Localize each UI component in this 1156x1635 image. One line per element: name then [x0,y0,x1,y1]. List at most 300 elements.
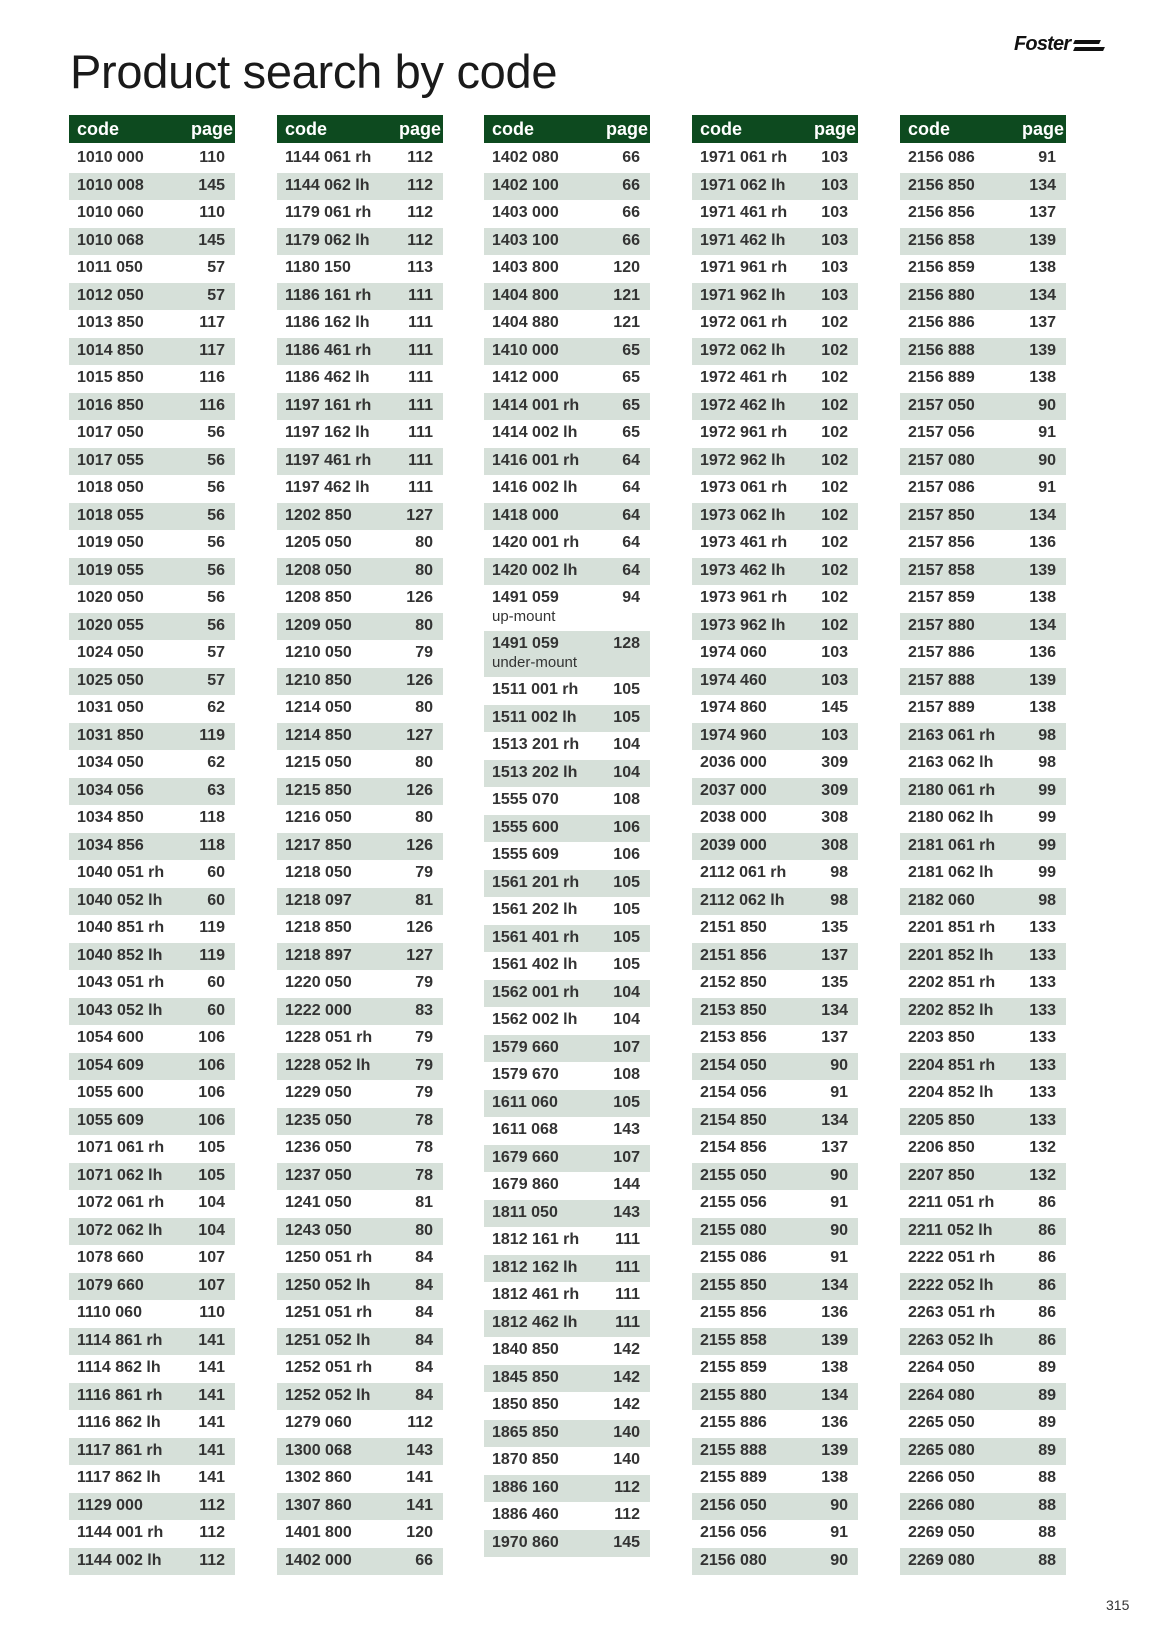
product-code: 1414 002 lh [492,424,578,441]
catalog-page: 99 [1038,864,1056,881]
table-row [900,1410,1066,1438]
table-row [277,1190,443,1218]
table-row [900,475,1066,503]
catalog-page: 64 [622,561,640,579]
product-code-cell [908,342,975,360]
product-code: 1235 050 [285,1111,352,1129]
product-code-cell [908,1029,975,1047]
product-code-cell [700,809,767,827]
catalog-page: 102 [821,424,848,441]
product-code-cell [492,819,559,837]
table-row [900,915,1066,943]
product-code: 1179 062 lh [285,231,370,249]
catalog-page: 90 [830,1551,848,1569]
product-code-cell [492,1341,559,1359]
table-row [692,310,858,338]
product-code: 1114 861 rh [77,1331,163,1349]
catalog-page: 134 [821,1001,848,1019]
table-row [900,365,1066,393]
table-row [69,585,235,613]
catalog-page: 106 [613,818,640,836]
table-row [692,1163,858,1191]
product-code: 2155 856 [700,1304,767,1321]
table-row [692,530,858,558]
product-code-cell [492,232,559,250]
catalog-page: 119 [199,946,225,964]
table-row [900,860,1066,888]
table-row [69,145,235,173]
product-code-cell [908,562,975,580]
table-row [69,1328,235,1356]
product-code: 2154 850 [700,1111,767,1129]
table-row [692,668,858,696]
catalog-page: 145 [821,699,848,716]
table-row [692,200,858,228]
product-code-cell [700,1524,767,1542]
product-code: 1034 056 [77,781,144,799]
product-code-cell [492,204,559,222]
product-code: 1679 660 [492,1148,559,1166]
product-code-cell [77,507,144,525]
product-code-cell [77,1194,164,1212]
table-row [692,723,858,751]
product-code-cell [492,479,577,497]
table-row [692,585,858,613]
table-row [900,310,1066,338]
product-code: 1197 462 lh [285,479,370,496]
product-code: 1144 061 rh [285,149,372,166]
catalog-page: 142 [613,1396,640,1413]
column-header [900,115,1066,145]
catalog-page: 104 [613,1011,640,1028]
table-row [277,1273,443,1301]
catalog-page: 81 [415,1194,433,1211]
catalog-page: 127 [406,726,433,744]
product-code: 1971 461 rh [700,204,788,221]
product-code: 1218 097 [285,891,352,909]
product-code: 1040 852 lh [77,946,163,964]
product-code: 2153 856 [700,1029,767,1046]
catalog-page: 98 [1038,891,1056,909]
product-code-cell [492,1066,559,1084]
product-code: 1971 061 rh [700,149,788,166]
product-code: 1016 850 [77,396,144,414]
product-code-cell [700,837,767,855]
product-code-cell [285,287,371,305]
catalog-page: 91 [1038,479,1056,496]
product-variant: up-mount [492,608,556,625]
product-code-cell [285,1332,370,1350]
table-row [484,1227,650,1255]
catalog-page: 98 [830,891,848,909]
table-row [692,475,858,503]
product-code: 1144 062 lh [285,176,370,194]
product-code: 1420 002 lh [492,561,578,579]
catalog-page: 90 [1038,451,1056,469]
product-code: 2156 889 [908,369,975,386]
product-code: 2038 000 [700,809,767,826]
product-code-cell [492,1121,558,1139]
table-row [277,585,443,613]
table-row [900,1273,1066,1301]
table-row [277,1053,443,1081]
product-code-cell [700,1277,767,1295]
product-code: 1186 462 lh [285,369,370,386]
catalog-page: 80 [415,1221,433,1239]
catalog-page: 57 [207,259,225,276]
product-code: 1055 609 [77,1111,144,1129]
product-code-cell [700,232,785,250]
product-code: 1561 202 lh [492,901,578,918]
table-row [484,980,650,1008]
product-code-cell [908,589,975,607]
catalog-page: 118 [199,836,225,854]
catalog-page: 66 [415,1551,433,1569]
product-code-cell [285,727,352,745]
product-code-cell [908,672,975,690]
table-row [277,558,443,586]
product-code-cell [700,644,767,662]
product-code-cell [492,562,577,580]
product-code: 1010 060 [77,204,144,221]
catalog-page: 79 [415,644,433,661]
table-row [692,338,858,366]
product-code-cell [77,754,144,772]
table-row [69,1493,235,1521]
table-row [277,475,443,503]
code-column-4 [692,115,858,1575]
catalog-page: 91 [830,1084,848,1101]
product-code-cell [285,1084,352,1102]
product-code-cell [908,1552,975,1570]
product-code-cell [285,562,352,580]
product-code: 2155 850 [700,1276,767,1294]
catalog-page: 138 [1029,589,1056,606]
product-code-cell [77,809,144,827]
product-code-cell [77,1029,144,1047]
product-code: 2155 859 [700,1359,767,1376]
catalog-page: 128 [613,635,640,652]
table-row [900,613,1066,641]
catalog-page: 117 [199,341,225,359]
product-code: 1555 070 [492,791,559,808]
catalog-page: 80 [415,534,433,551]
catalog-page: 117 [199,314,225,331]
catalog-page: 102 [821,369,848,386]
header-code-label: code [908,118,951,139]
catalog-page: 137 [821,1139,848,1156]
product-code-cell [700,287,785,305]
catalog-page: 139 [821,1331,848,1349]
catalog-page: 65 [622,424,640,441]
product-code: 2265 050 [908,1414,975,1431]
table-row [69,1548,235,1576]
product-code-cell [700,1387,767,1405]
product-code-cell [77,1002,162,1020]
table-row [277,695,443,723]
product-code-cell [700,534,787,552]
table-row [900,1025,1066,1053]
page-title: Product search by code [70,45,558,98]
catalog-page: 133 [1029,1084,1056,1101]
table-row [277,998,443,1026]
catalog-page: 60 [207,1001,225,1019]
catalog-page: 56 [207,616,225,634]
catalog-page: 106 [198,1111,225,1129]
product-code: 2204 851 rh [908,1056,996,1074]
catalog-page: 65 [622,396,640,414]
product-code: 1117 862 lh [77,1469,161,1486]
product-code: 2157 859 [908,589,975,606]
catalog-page: 140 [613,1451,640,1468]
catalog-page: 126 [406,671,433,689]
product-code-cell [908,1057,995,1075]
catalog-page: 132 [1029,1166,1056,1184]
product-code-cell [700,617,785,635]
table-row [277,145,443,173]
table-row [69,558,235,586]
catalog-page: 143 [406,1441,433,1459]
product-code-cell [77,699,144,717]
product-code: 2151 850 [700,919,767,936]
product-code: 2157 886 [908,644,975,661]
table-row [69,613,235,641]
product-code-cell [700,452,785,470]
catalog-page: 86 [1038,1276,1056,1294]
product-code: 2112 061 rh [700,864,787,881]
header-code-label: code [285,118,328,139]
product-code: 1412 000 [492,369,559,386]
product-code: 1972 061 rh [700,314,788,331]
product-code-cell [77,589,144,607]
product-code-cell [77,342,144,360]
table-row [484,952,650,980]
product-code-cell [77,1414,161,1432]
product-code: 1019 055 [77,561,144,579]
catalog-page: 120 [613,259,640,276]
product-code-cell [285,1167,352,1185]
product-code: 1491 059 [492,635,559,652]
catalog-page: 141 [406,1469,433,1486]
table-row [277,1163,443,1191]
product-code: 1974 860 [700,699,767,716]
product-code-cell [492,589,559,625]
catalog-page: 139 [1029,341,1056,359]
table-row [484,1172,650,1200]
product-code: 2155 888 [700,1441,767,1459]
product-code: 2203 850 [908,1029,975,1046]
product-code: 1079 660 [77,1276,144,1294]
table-row [484,1530,650,1558]
table-row [277,860,443,888]
product-code: 2264 050 [908,1359,975,1376]
table-row [484,173,650,201]
catalog-page: 106 [198,1029,225,1046]
table-row [484,558,650,586]
catalog-page: 127 [406,946,433,964]
table-row [484,925,650,953]
product-code-cell [285,589,352,607]
catalog-page: 134 [821,1276,848,1294]
product-code-cell [700,947,767,965]
catalog-page: 112 [614,1478,640,1496]
header-code-label: code [492,118,535,139]
product-code: 2156 858 [908,231,975,249]
table-row [69,310,235,338]
product-code-cell [285,149,371,167]
product-code-cell [700,974,767,992]
table-row [69,1465,235,1493]
catalog-page: 138 [821,1359,848,1376]
catalog-page: 105 [198,1139,225,1156]
table-row [69,1520,235,1548]
table-row [900,1328,1066,1356]
product-code: 1010 008 [77,176,144,194]
product-code: 1401 800 [285,1524,352,1541]
table-row [900,778,1066,806]
product-code: 2157 850 [908,506,975,524]
product-code-cell [285,204,371,222]
table-row [692,1300,858,1328]
product-code-cell [700,782,767,800]
catalog-page: 134 [1029,176,1056,194]
table-row [69,1383,235,1411]
product-code: 2266 080 [908,1496,975,1514]
product-code-cell [492,424,577,442]
table-row [277,173,443,201]
product-code: 2222 052 lh [908,1276,994,1294]
catalog-page: 135 [821,919,848,936]
code-column-2 [277,115,443,1575]
product-code-cell [908,452,975,470]
table-row [484,1365,650,1393]
catalog-page: 137 [821,1029,848,1046]
product-code: 1018 055 [77,506,144,524]
catalog-page: 104 [198,1194,225,1211]
product-code: 2154 856 [700,1139,767,1156]
product-code-cell [77,1387,162,1405]
catalog-page: 143 [613,1203,640,1221]
product-code-cell [492,452,579,470]
product-code-cell [700,1359,767,1377]
catalog-page: 102 [821,479,848,496]
table-row [484,255,650,283]
product-code-cell [700,314,787,332]
product-code: 1197 161 rh [285,396,372,414]
product-code-cell [908,1414,975,1432]
catalog-page: 134 [821,1386,848,1404]
product-code: 2156 859 [908,259,975,276]
product-code-cell [77,1332,162,1350]
product-code-cell [285,1497,352,1515]
table-row [484,1282,650,1310]
product-code-cell [908,1469,975,1487]
product-code-cell [77,864,164,882]
product-code: 2157 880 [908,616,975,634]
product-code: 1403 000 [492,204,559,221]
product-code-cell [700,562,785,580]
table-row [277,1080,443,1108]
catalog-page: 105 [613,928,640,946]
product-code-cell [285,479,370,497]
product-code: 1019 050 [77,534,144,551]
catalog-page: 112 [407,176,433,194]
product-code-cell [492,929,579,947]
catalog-page: 84 [415,1249,433,1266]
product-code-cell [700,864,786,882]
catalog-page: 86 [1038,1221,1056,1239]
product-code-cell [285,1222,352,1240]
product-code-cell [285,1277,370,1295]
product-code-cell [77,1139,164,1157]
product-code-cell [908,314,975,332]
catalog-page: 105 [613,1093,640,1111]
table-row [484,1392,650,1420]
catalog-page: 80 [415,699,433,716]
table-row [69,833,235,861]
catalog-page: 145 [613,1533,640,1551]
catalog-page: 145 [198,176,225,194]
product-code: 1845 850 [492,1368,559,1386]
product-code: 1243 050 [285,1221,352,1239]
product-code: 1208 050 [285,561,352,579]
product-code-cell [700,699,767,717]
product-code: 1307 860 [285,1496,352,1514]
product-code-cell [492,709,577,727]
product-code: 1179 061 rh [285,204,372,221]
table-row [277,338,443,366]
product-code: 2163 061 rh [908,726,996,744]
product-code-cell [700,1332,767,1350]
table-row [277,640,443,668]
product-code-cell [285,1387,370,1405]
table-row [484,338,650,366]
table-row [277,393,443,421]
product-code-cell [492,259,559,277]
product-code-cell [700,919,767,937]
product-code: 2202 851 rh [908,974,996,991]
catalog-page: 66 [622,176,640,194]
catalog-page: 139 [1029,671,1056,689]
catalog-page: 79 [415,974,433,991]
catalog-page: 133 [1029,1056,1056,1074]
product-code: 1010 000 [77,149,144,166]
table-row [900,585,1066,613]
table-row [69,1053,235,1081]
table-row [692,1025,858,1053]
table-row [69,943,235,971]
product-code: 2155 056 [700,1194,767,1211]
catalog-page: 112 [614,1506,640,1523]
table-row [69,420,235,448]
product-code: 2151 856 [700,946,767,964]
catalog-page: 90 [830,1056,848,1074]
table-row [69,860,235,888]
product-code-cell [908,1497,975,1515]
table-row [484,631,650,677]
table-row [900,173,1066,201]
product-code: 1811 050 [492,1203,558,1221]
catalog-page: 90 [1038,396,1056,414]
catalog-page: 107 [198,1249,225,1266]
product-code-cell [285,397,371,415]
product-code: 1072 062 lh [77,1221,163,1239]
product-code-cell [492,874,579,892]
product-code-cell [908,782,995,800]
product-code-cell [492,1204,558,1222]
product-code-cell [908,947,993,965]
catalog-page: 134 [1029,616,1056,634]
